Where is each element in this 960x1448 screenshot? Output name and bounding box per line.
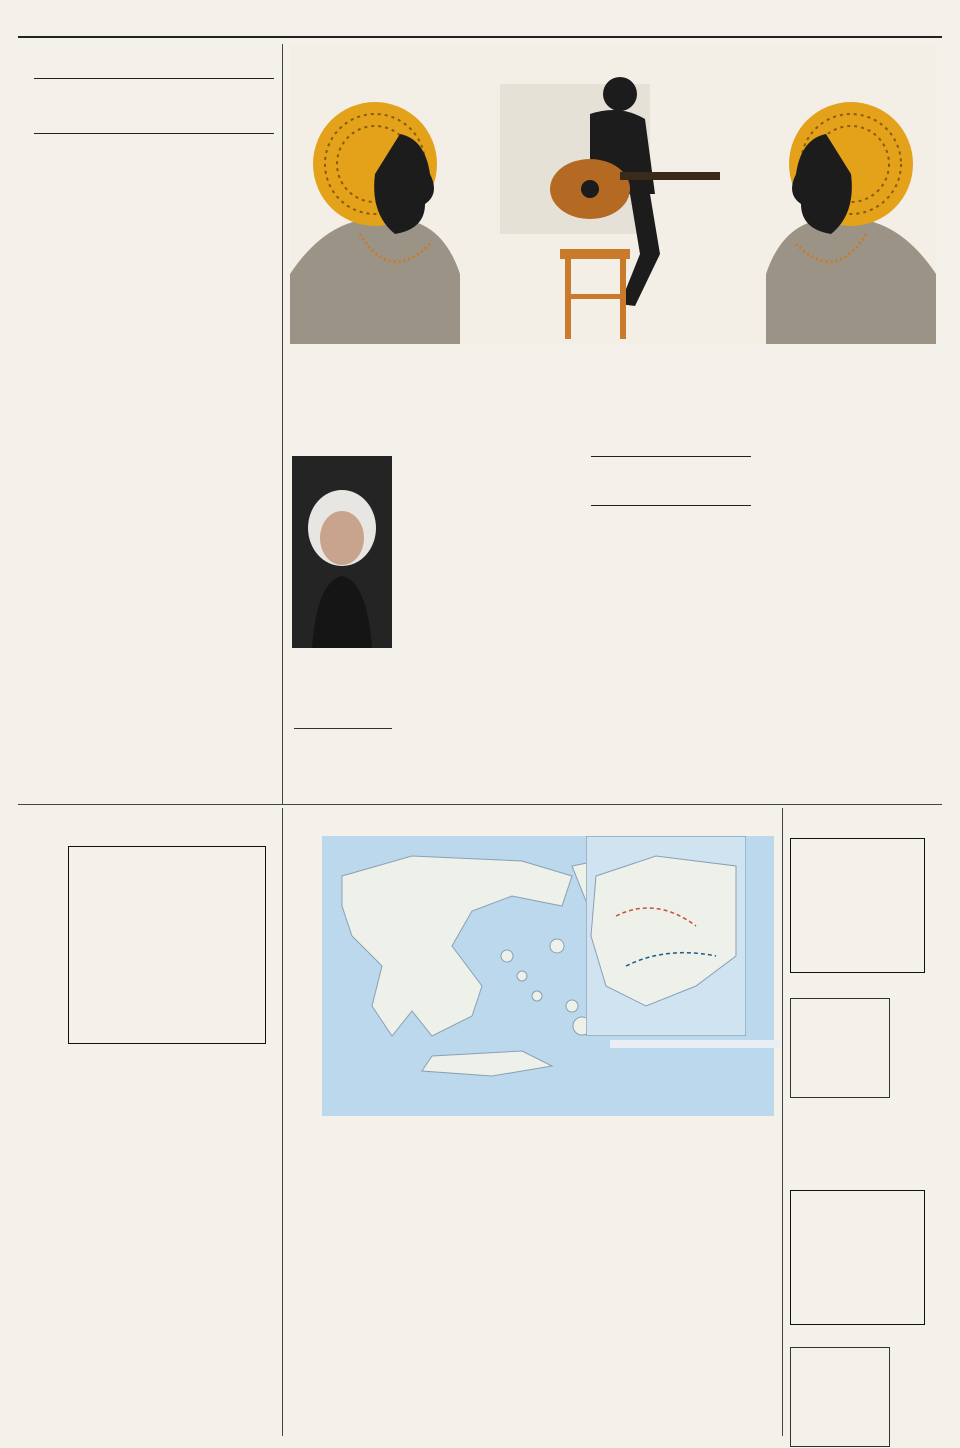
article-body-right (766, 458, 936, 803)
sudoku-easy-solution (790, 998, 890, 1098)
pull-quote (294, 728, 392, 737)
article-body-middle (402, 458, 582, 803)
portrait-image (292, 456, 392, 648)
crossword-across (36, 1045, 148, 1047)
article-body (34, 206, 274, 802)
cartoon-drawing (290, 44, 936, 344)
europe-inset-map (586, 836, 746, 1036)
article-body-maskes (591, 552, 751, 802)
column-divider (282, 44, 283, 804)
weather-legend (292, 836, 320, 1106)
column-divider (282, 808, 283, 1436)
crossword-grid (68, 846, 266, 1044)
regional-forecast (610, 1040, 780, 1048)
sudoku-hard-solution (790, 1347, 890, 1447)
inset-map-drawing (586, 836, 746, 1036)
sudoku-easy-grid (790, 838, 925, 973)
column-header-diagonios (34, 78, 274, 134)
column-divider (782, 808, 783, 1436)
cartoon-illustration (290, 44, 936, 344)
section-divider (18, 804, 942, 805)
masthead (18, 6, 942, 38)
crossword-down (154, 1045, 278, 1047)
portrait-photo (292, 456, 392, 648)
column-header-maskes (591, 456, 751, 506)
sudoku-hard-grid (790, 1190, 925, 1325)
crossword-column-numbers (68, 830, 270, 844)
